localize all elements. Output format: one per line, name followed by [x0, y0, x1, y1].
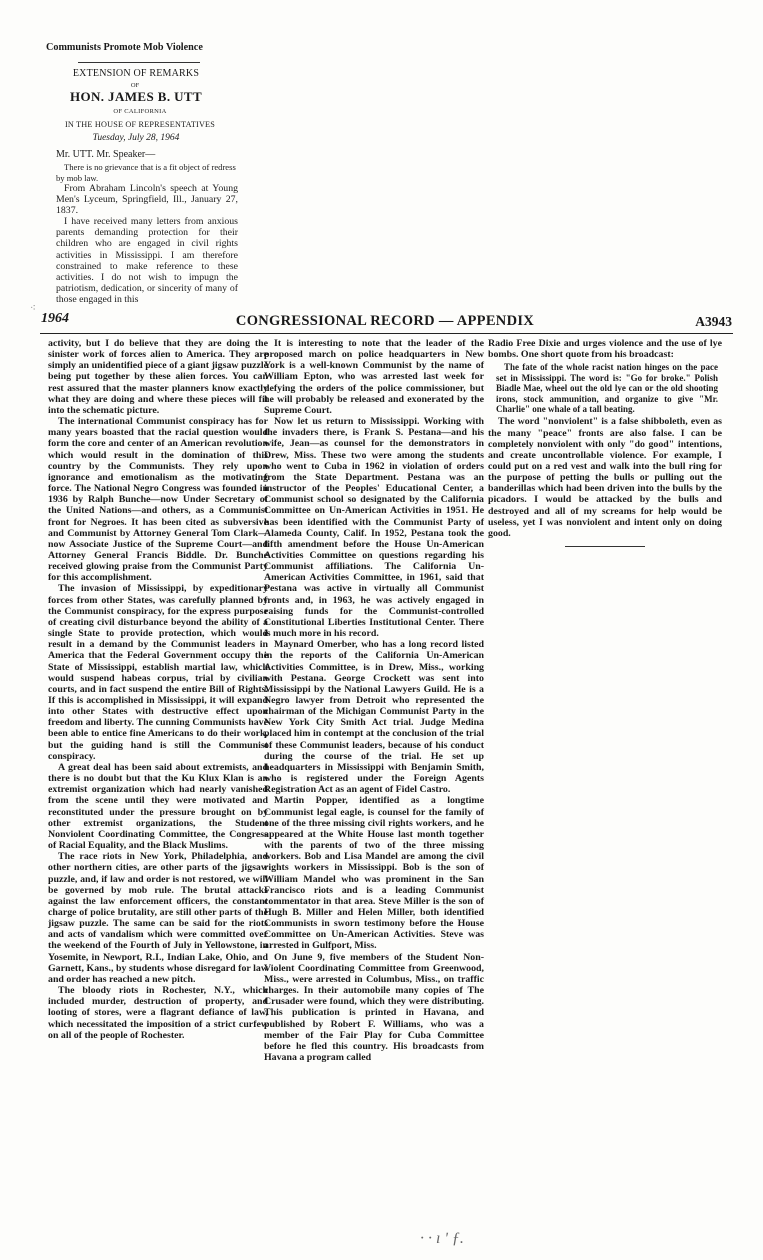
article-title: Communists Promote Mob Violence: [46, 42, 203, 53]
of-label: OF: [130, 82, 140, 89]
member-state: OF CALIFORNIA: [113, 108, 167, 115]
end-of-article-rule: [565, 546, 645, 547]
col1-paragraph: The invasion of Mississippi, by expeditionary forces from other States, was carefully planned by the Communist conspiracy, for the express purpose of creating civil disturbance beyond the ability of a single State to provide protection, which would result in a demand by the Communist leaders in America that the Federal Government occupy the State of Mississippi, establish martial law, which would suspend habeas corpus, trial by civilian courts, and in fact suspend the entire Bill of Rights. If this is accomplished in Mississippi, it will expand into other States with destructive effect upon freedom and liberty. The cunning Communists have been able to entice fine Americans to do their work, but the guiding hand is still the Communist conspiracy.: [48, 583, 268, 762]
chamber-label: IN THE HOUSE OF REPRESENTATIVES: [64, 120, 216, 129]
header-body: [56, 183, 238, 305]
member-name: HON. JAMES B. UTT: [69, 89, 203, 104]
col1-paragraph: activity, but I do believe that they are doing the sinister work of forces alien to America. They are simply an unidentified piece of a giant jigsaw puzzle being put together by these alien forces. You can rest assured that the master planners know exactly what they are doing and where these pieces will fit into the schematic picture.: [48, 338, 268, 416]
col2-paragraph: Martin Popper, identified as a longtime Communist legal eagle, is counsel for the family of one of the three missing civil rights workers, and he appeared at the White House last month together with the parents of two of the three missing workers. Bob and Lisa Mandel are among the civil rights workers in Mississippi. Bob is the son of William Mandel who was prominent in the San Francisco riots and is a leading Communist commentator in that area. Steve Miller is the son of Hugh B. Miller and Helen Miller, both identified Communists in sworn testimony before the House Committee on Un-American Activities. Steve was arrested in Gulfport, Miss.: [264, 795, 484, 952]
epigraph: There is no grievance that is a fit object of redress by mob law.: [56, 162, 236, 183]
speaker-address: Mr. UTT. Mr. Speaker—: [56, 149, 156, 160]
col2-paragraph: On June 9, five members of the Student Non-Violent Coordinating Committee from Greenwood, Miss., were arrested in Columbus, Miss., on traffic charges. In their automobile many copies of The Crusader were found, which they were distributing. This publication is printed in Havana, and published by Robert F. Williams, who was a member of the Fair Play for Cuba Committee before he fled this country. His broadcasts from Havana a program called: [264, 951, 484, 1063]
col2-paragraph: It is interesting to note that the leader of the proposed march on police headquarters in New York is a well-known Communist by the name of William Epton, who was arrested last week for defying the orders of the police commissioner, but he will probably be released and exonerated by the Supreme Court.: [264, 338, 484, 416]
col3-closing: The word "nonviolent" is a false shibboleth, even as the many "peace" fronts are also false. I can be completely nonviolent with only "do good" intentions, and create uncontrollable violence. For example, I could put on a red vest and walk into the bull ring for the purpose of petting the bulls or pulling out the banderillas which had been driven into the bulls by the picadors. I would be attacked by the bulls and destroyed and all of my screams for help would be useless, yet I was nonviolent and intent only on doing good.: [488, 416, 722, 539]
running-head-year: 1964: [41, 311, 69, 326]
col3-lead: Radio Free Dixie and urges violence and the use of lye bombs. One short quote from his broadcast:: [488, 338, 722, 361]
intro-paragraph: I have received many letters from anxious parents demanding protection for their children who are engaged in civil rights activities in Mississippi. I am therefore constrained to make reference to these activities. I do not wish to impugn the patriotism, dedication, or sincerity of many of those engaged in this: [56, 216, 238, 305]
source-citation: From Abraham Lincoln's speech at Young Men's Lyceum, Springfield, Ill., January 27, 1837.: [56, 183, 238, 217]
col1-paragraph: The international Communist conspiracy has for many years boasted that the racial question would form the core and center of an American revolution which would result in the domination of this country by the Communists. They rely upon ignorance and emotionalism as the motivating force. The National Negro Congress was founded in 1936 by Ralph Bunche—now Under Secretary of the United Nations—and others, as a Communist front for Negroes. It has been cited as subversive and Communist by Attorney General Tom Clark—now Associate Justice of the Supreme Court—and Attorney General Francis Biddle. Dr. Bunche received glowing praise from the Communist Party for this accomplishment.: [48, 416, 268, 584]
handwritten-mark: · · ı ʹ ƒ.: [420, 1230, 464, 1247]
col1-paragraph: The bloody riots in Rochester, N.Y., which included murder, destruction of property, and looting of stores, were a flagrant defiance of law, which necessitated the imposition of a strict curfew on all of the people of Rochester.: [48, 985, 268, 1041]
page-number: A3943: [695, 314, 732, 329]
title-divider: [78, 62, 200, 63]
running-head-rule: [40, 333, 733, 334]
session-date: Tuesday, July 28, 1964: [92, 133, 180, 143]
column-3: [488, 338, 722, 547]
col2-paragraph: Maynard Omerber, who has a long record listed in the reports of the California Un-American Activities Committee, is in Drew, Miss., working with Pestana. George Crockett was sent into Mississippi by the National Lawyers Guild. He is a Negro lawyer from Detroit who represented the chairman of the Michigan Communist Party in the New York City Smith Act trial. Judge Medina placed him in contempt at the conclusion of the trial of these Communist leaders, because of his conduct during the course of the trial. He set up headquarters in Mississippi with Benjamin Smith, who is registered under the Foreign Agents Registration Act as an agent of Fidel Castro.: [264, 639, 484, 796]
scan-artifact-icon: ⁖: [30, 303, 36, 314]
column-1: [48, 338, 268, 1041]
col2-paragraph: Now let us return to Mississippi. Working with the invaders there, is Frank S. Pestana—and his wife, Jean—as counsel for the demonstrators in Drew, Miss. These two were among the students who went to Cuba in 1962 in violation of orders from the State Department. Pestana was an instructor of the Peoples' Educational Center, a Communist school so designated by the California Committee on Un-American Activities in 1951. He has been identified with the Communist Party of Alameda County, Calif. In 1952, Pestana took the fifth amendment before the House Un-American Activities Committee on questions regarding his Communist affiliations. The California Un-American Activities Committee, in 1961, said that Pestana was active in virtually all Communist fronts and, in 1963, he was actively engaged in raising funds for the Communist-controlled Constitutional Liberties Institutional Center. There is much more in his record.: [264, 416, 484, 640]
running-head-title: CONGRESSIONAL RECORD — APPENDIX: [235, 313, 535, 329]
col1-paragraph: The race riots in New York, Philadelphia, and other northern cities, are other parts of the jigsaw puzzle, and, if law and order is not restored, we will be governed by mob rule. The brutal attacks against the law enforcement officers, the constant charge of police brutality, are still other parts of the jigsaw puzzle. The same can be said for the riots and acts of vandalism which were committed over the weekend of the Fourth of July in Yellowstone, in Yosemite, in Newport, R.I., Indian Lake, Ohio, and Garnett, Kans., by students whose disregard for law and order has reached a new pitch.: [48, 851, 268, 985]
extension-heading: EXTENSION OF REMARKS: [72, 68, 200, 79]
col1-paragraph: A great deal has been said about extremists, and there is no doubt but that the Ku Klux Klan is an extremist organization which had nearly vanished from the scene until they were motivated and reconstituted under the pressure brought on by other extremist organizations, the Student Nonviolent Coordinating Committee, the Congress of Racial Equality, and the Black Muslims.: [48, 761, 268, 852]
column-2: [264, 338, 484, 1063]
broadcast-quote: The fate of the whole racist nation hinges on the pace set in Mississippi. The word is: "Go for broke." Polish Biadle Mae, wheel out the old lye can or the old shooting irons, stock ammunition, and organize to give "Mr. Charlie" one whale of a tall beating.: [496, 362, 718, 414]
